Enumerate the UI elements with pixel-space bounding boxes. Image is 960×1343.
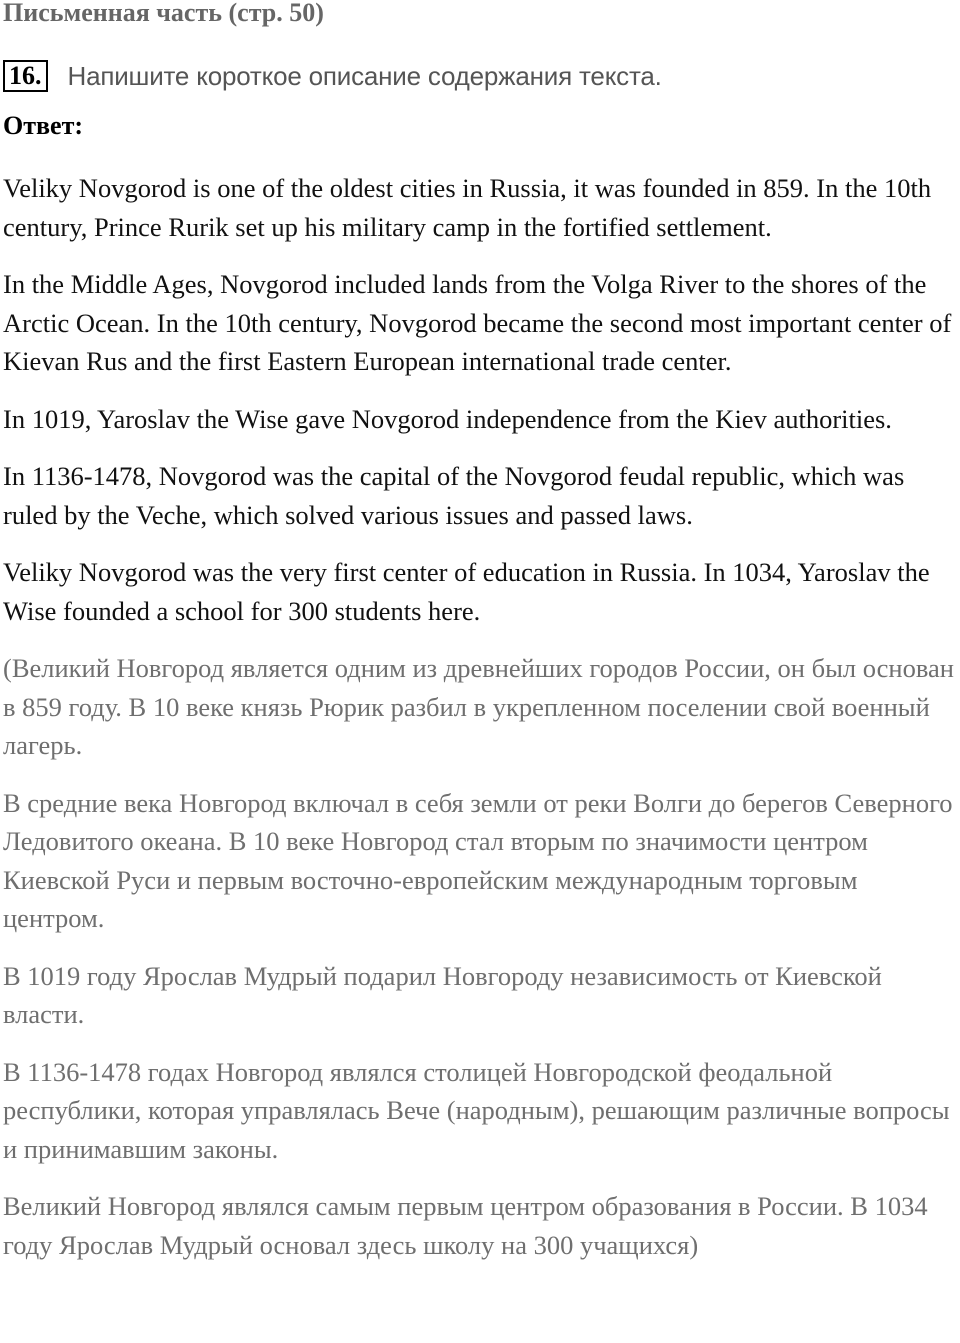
task-number: 16. (3, 60, 48, 92)
russian-paragraph-4: В 1136-1478 годах Новгород являлся столицей Новгородской феодальной республики, которая управлялась Вече (народным), решающим различные вопросы и принимавшим законы. (3, 1056, 950, 1164)
page-title: Письменная часть (стр. 50) (3, 0, 324, 27)
russian-paragraph-3: В 1019 году Ярослав Мудрый подарил Новгороду независимость от Киевской власти. (3, 960, 882, 1029)
task-row (3, 58, 958, 94)
task-instruction: Напишите короткое описание содержания текста. (67, 60, 662, 91)
russian-paragraph-1: (Великий Новгород является одним из древнейших городов России, он был основан в 859 году. В 10 веке князь Рюрик разбил в укрепленном поселении свой военный лагерь. (3, 653, 954, 760)
english-paragraph-3: In 1019, Yaroslav the Wise gave Novgorod independence from the Kiev authorities. (3, 403, 892, 434)
english-paragraph-5: Veliky Novgorod was the very first center of education in Russia. In 1034, Yaroslav the Wise founded a school for 300 students here. (3, 557, 930, 626)
document-page (3, 0, 958, 1264)
english-paragraph-2: In the Middle Ages, Novgorod included lands from the Volga River to the shores of the Arctic Ocean. In the 10th century, Novgorod became the second most important center of Kievan Rus and the first Eastern European international trade center. (3, 269, 952, 376)
english-paragraph-4: In 1136-1478, Novgorod was the capital of the Novgorod feudal republic, which was ruled by the Veche, which solved various issues and passed laws. (3, 461, 905, 530)
russian-paragraph-2: В средние века Новгород включал в себя земли от реки Волги до берегов Северного Ледовитого океана. В 10 веке Новгород стал вторым по значимости центром Киевской Руси и первым восточно-европейским международным торговым центром. (3, 787, 953, 933)
english-paragraph-1: Veliky Novgorod is one of the oldest cities in Russia, it was founded in 859. In the 10th century, Prince Rurik set up his military camp in the fortified settlement. (3, 173, 932, 242)
answer-label: Ответ: (3, 111, 84, 140)
russian-paragraph-5: Великий Новгород являлся самым первым центром образования в России. В 1034 году Ярослав Мудрый основал здесь школу на 300 учащихся) (3, 1191, 928, 1260)
